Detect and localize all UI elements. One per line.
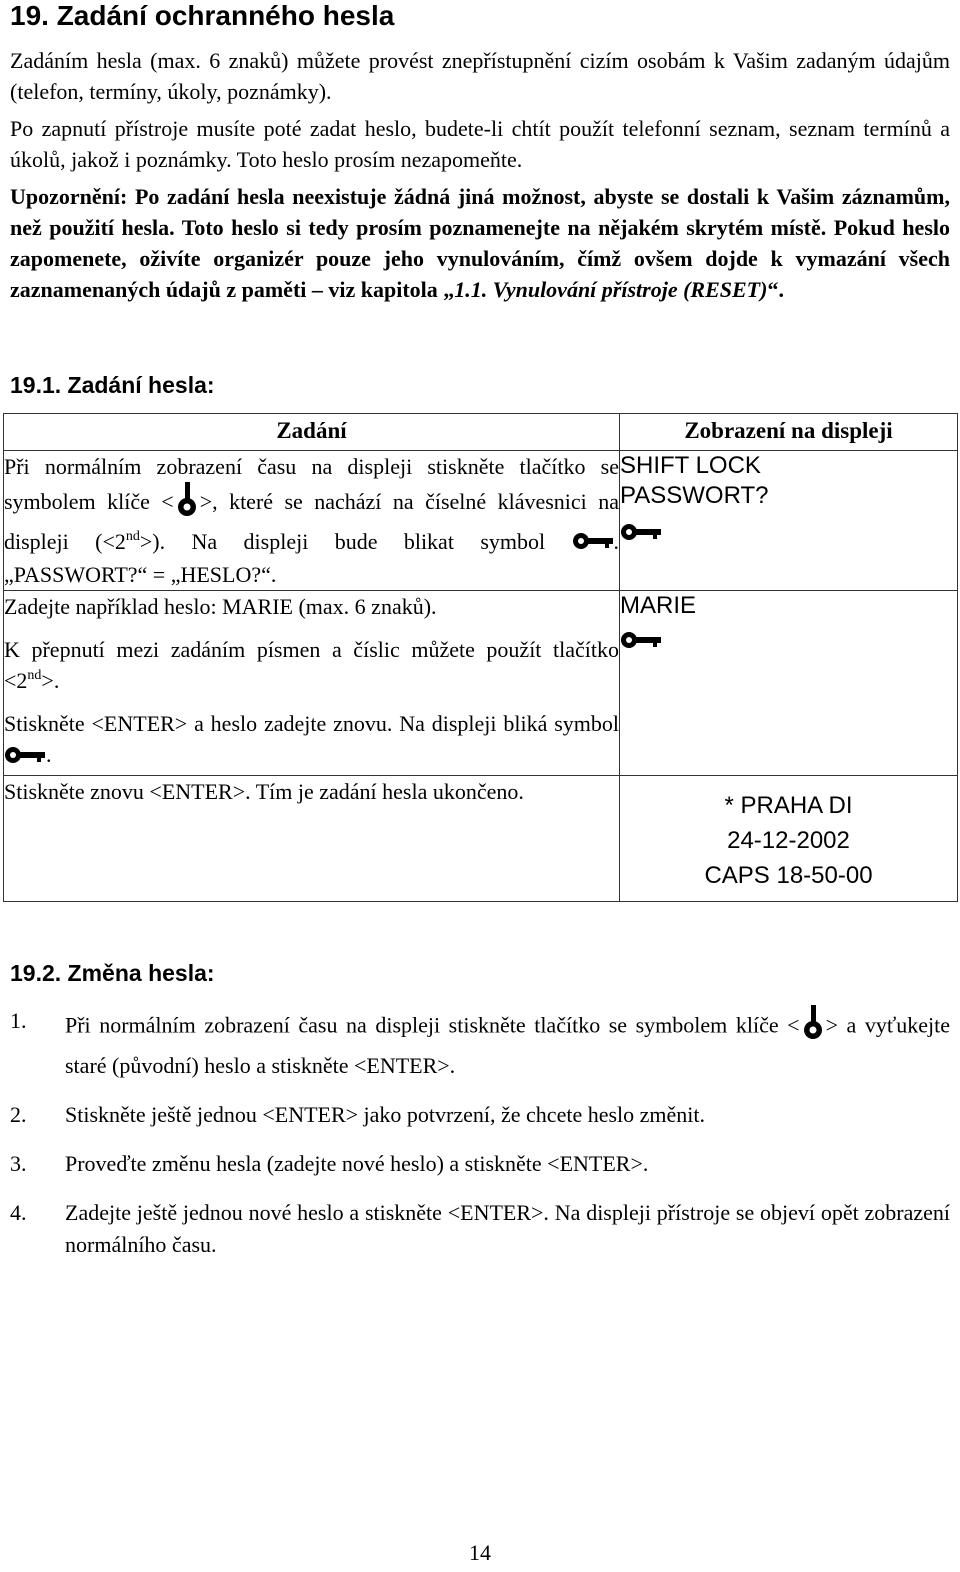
key-horizontal-icon [620,628,662,658]
warning-text: Upozornění: Po zadání hesla neexistuje žádná jiná možnost, abyste se dostali k Vašim záznamům, než použití hesla. Toto heslo si tedy prosím poznamenejte na nějakém skrytém místě. Pokud heslo zapomenete, oživíte organizér pouze jeho vynulováním, čímž ovšem dojde k vymazání všech zaznamenaných údajů z paměti – viz kapitola „ [10,184,950,302]
intro-paragraph-2: Po zapnutí přístroje musíte poté zadat heslo, budete-li chtít použít telefonní seznam, seznam termínů a úkolů, jakož i poznámky. Toto heslo prosím nezapomeňte. [10,116,950,172]
key-horizontal-icon [572,528,614,559]
table-row [4,451,958,591]
page-number: 14 [469,1540,491,1565]
entry-text: Stiskněte <ENTER> a heslo zadejte znovu. Na displeji bliká symbol [4,711,619,737]
section-heading-entry: 19.1. Zadání hesla: [10,372,215,398]
page-title: 19. Zadání ochranného hesla [10,0,395,31]
entry-cell [4,591,620,776]
step-text: > a vyťukejte staré (původní) heslo a stiskněte <ENTER>. [65,1012,950,1078]
step-number: 3. [10,1151,27,1176]
warning-end: “. [767,277,784,302]
section-heading-change: 19.2. Změna hesla: [10,960,215,986]
entry-text: >). Na displeji bude blikat symbol [139,529,546,554]
display-cell [620,451,958,591]
display-line: SHIFT LOCK [620,452,761,479]
display-line: 24-12-2002 [727,827,850,855]
list-item [10,1148,950,1180]
entry-cell [4,451,620,591]
superscript: nd [125,529,140,544]
entry-text: . „PASSWORT?“ = „HESLO?“. [4,529,619,588]
intro-text [10,45,950,311]
list-item [10,1197,950,1261]
key-vertical-icon [174,482,200,526]
password-entry-table [3,413,958,902]
step-text: Stiskněte ještě jednou <ENTER> jako potvrzení, že chcete heslo změnit. [65,1102,706,1127]
display-line: MARIE [620,592,697,620]
step-text: Zadejte ještě jednou nové heslo a stiskněte <ENTER>. Na displeji přístroje se objeví opět zobrazení normálního času. [65,1200,950,1257]
list-item [10,1099,950,1131]
column-header-display: Zobrazení na displeji [620,414,958,451]
entry-text: Zadejte například heslo: MARIE (max. 6 znaků). [4,594,437,620]
table-header-row [4,414,958,451]
table-row [4,776,958,902]
entry-text [4,634,619,696]
step-text: Při normálním zobrazení času na displeji stiskněte tlačítko se symbolem klíče < [65,1012,800,1038]
entry-text: . [46,742,52,768]
display-line: * PRAHA DI [724,792,853,820]
column-header-entry: Zadání [4,414,620,451]
display-cell [620,591,958,776]
warning-paragraph [10,181,950,305]
entry-text: Stiskněte znovu <ENTER>. Tím je zadání hesla ukončeno. [4,779,524,805]
entry-text: K přepnutí mezi zadáním písmen a číslic můžete použít tlačítko <2 [4,637,619,694]
key-vertical-icon [800,1005,826,1050]
entry-text: Při normálním zobrazení času na displeji stiskněte tlačítko se symbolem klíče < [4,454,619,515]
entry-text: >. [41,668,60,694]
entry-cell [4,776,620,902]
display-line: CAPS 18-50-00 [704,862,873,890]
entry-text [4,708,619,772]
display-line: PASSWORT? [620,482,769,509]
key-horizontal-icon [4,742,46,773]
key-horizontal-icon [620,520,662,550]
display-cell [620,776,958,902]
change-password-steps [10,1005,950,1278]
list-item [10,1005,950,1082]
step-number: 1. [10,1008,27,1033]
entry-text: >, které se nachází na číselné klávesnici na displeji (<2 [4,489,619,554]
superscript: nd [27,668,42,684]
intro-paragraph-1: Zadáním hesla (max. 6 znaků) můžete provést znepřístupnění cizím osobám k Vašim zadaným údajům (telefon, termíny, úkoly, poznámky). [10,48,950,104]
step-number: 4. [10,1200,27,1225]
step-text: Proveďte změnu hesla (zadejte nové heslo) a stiskněte <ENTER>. [65,1151,649,1176]
reset-chapter-reference: 1.1. Vynulování přístroje (RESET) [454,277,768,302]
table-row [4,591,958,776]
step-number: 2. [10,1102,27,1127]
